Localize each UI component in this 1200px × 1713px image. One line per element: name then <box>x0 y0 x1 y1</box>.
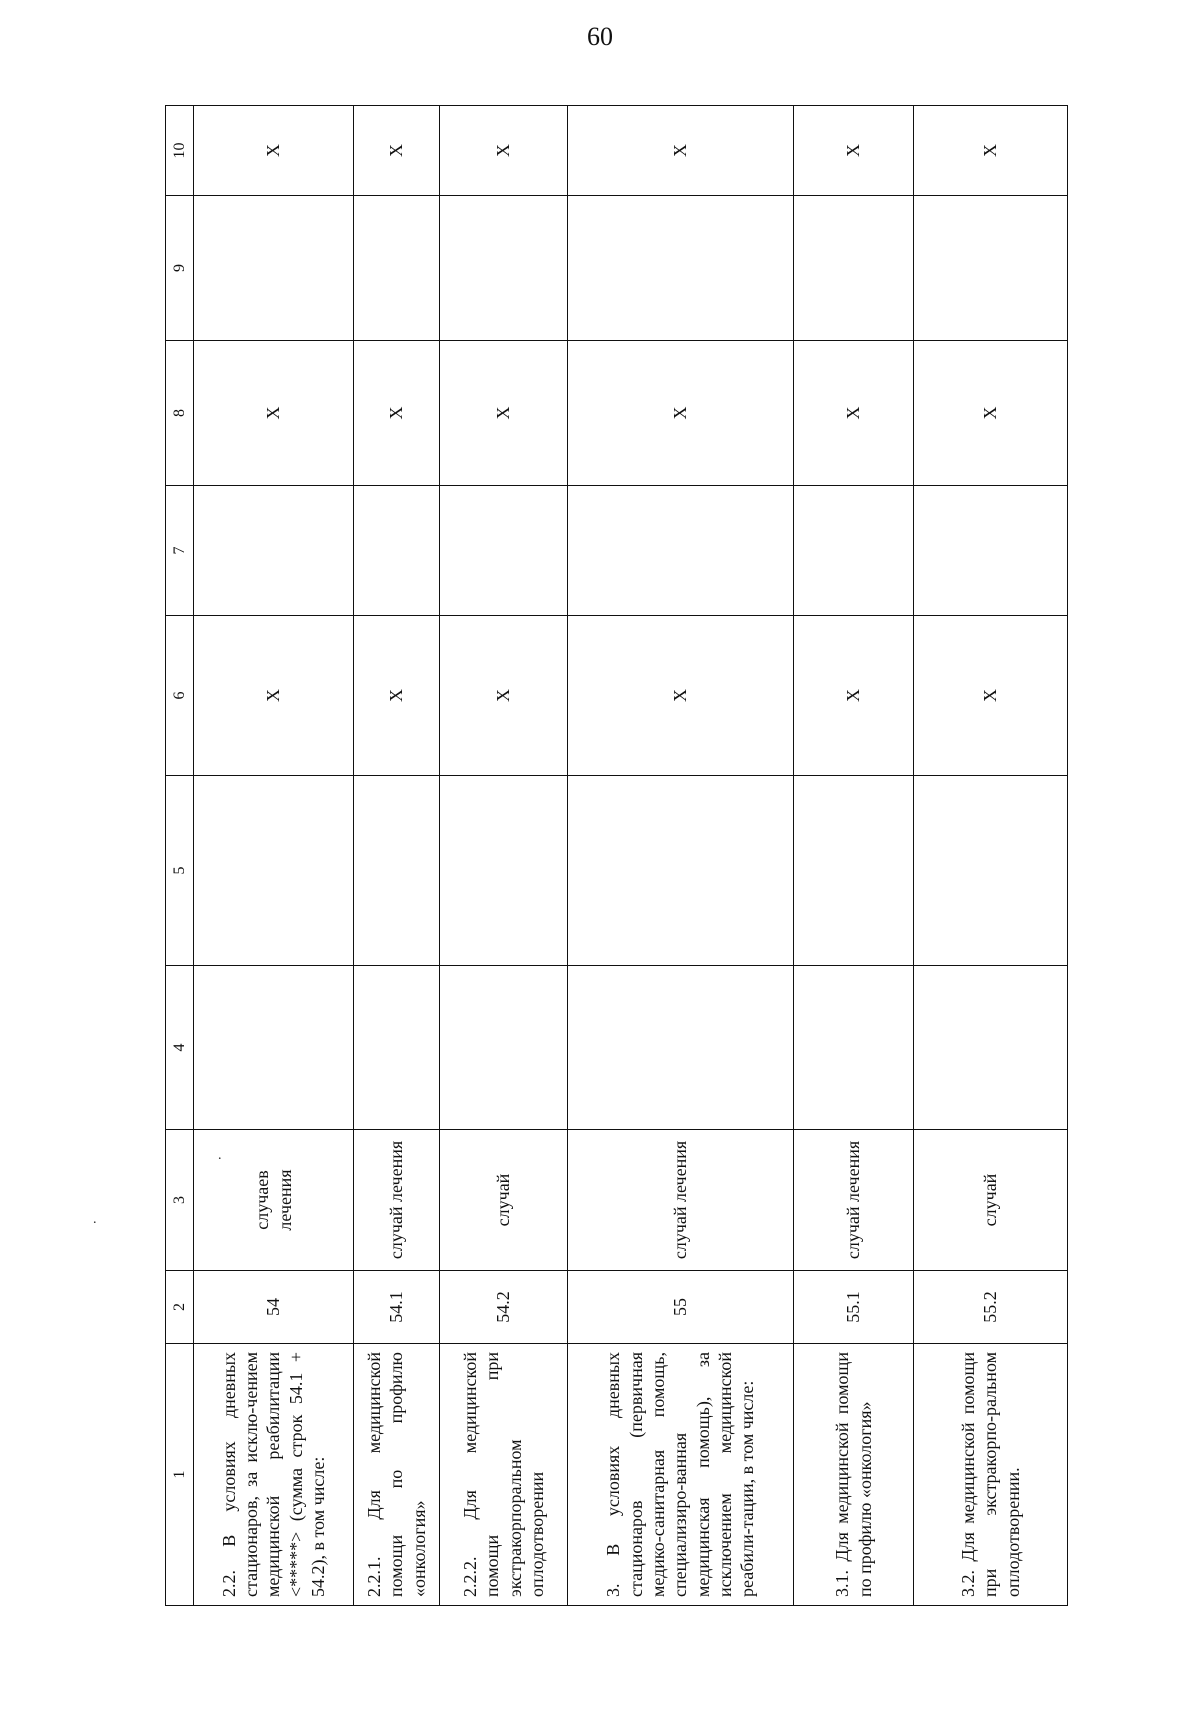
cell-col-10: X <box>194 106 354 196</box>
row-unit: случай лечения <box>794 1130 914 1271</box>
column-number: 5 <box>166 776 194 966</box>
cell-col-4 <box>794 966 914 1130</box>
cell-col-8: X <box>914 341 1068 486</box>
table-row <box>914 106 1068 1606</box>
cell-col-6: X <box>354 616 440 776</box>
cell-col-4 <box>354 966 440 1130</box>
cell-col-9 <box>794 196 914 341</box>
cell-col-8: X <box>568 341 794 486</box>
cell-col-8: X <box>194 341 354 486</box>
column-number: 3 <box>166 1130 194 1271</box>
column-number: 7 <box>166 486 194 616</box>
cell-col-9 <box>354 196 440 341</box>
table-row <box>354 106 440 1606</box>
column-number: 10 <box>166 106 194 196</box>
stray-dot-mark: . <box>93 1212 97 1227</box>
cell-col-8: X <box>354 341 440 486</box>
cell-col-9 <box>440 196 568 341</box>
row-code: 55.2 <box>914 1271 1068 1344</box>
rotated-table-container <box>165 106 1067 1606</box>
row-code: 55.1 <box>794 1271 914 1344</box>
cell-col-10: X <box>440 106 568 196</box>
cell-col-5 <box>194 776 354 966</box>
column-number: 1 <box>166 1344 194 1606</box>
row-unit: случаев лечения <box>194 1130 354 1271</box>
cell-col-10: X <box>354 106 440 196</box>
cell-col-7 <box>794 486 914 616</box>
cell-col-6: X <box>794 616 914 776</box>
row-code: 54 <box>194 1271 354 1344</box>
cell-col-9 <box>914 196 1068 341</box>
cell-col-9 <box>568 196 794 341</box>
cell-col-7 <box>354 486 440 616</box>
stray-dot-mark: . <box>218 1148 222 1163</box>
column-number: 6 <box>166 616 194 776</box>
cell-col-5 <box>914 776 1068 966</box>
table-row <box>440 106 568 1606</box>
cell-col-6: X <box>914 616 1068 776</box>
row-description: 2.2. В условиях дневных стационаров, за исклю-чением медицинской реабилитации <*****> (сумма строк 54.1 + 54.2), в том числе: <box>194 1344 354 1606</box>
table-row <box>194 106 354 1606</box>
row-unit: случай <box>914 1130 1068 1271</box>
row-unit: случай <box>440 1130 568 1271</box>
cell-col-8: X <box>440 341 568 486</box>
cell-col-5 <box>354 776 440 966</box>
cell-col-7 <box>194 486 354 616</box>
row-code: 54.1 <box>354 1271 440 1344</box>
cell-col-9 <box>194 196 354 341</box>
row-description: 2.2.1. Для медицинской помощи по профилю «онкология» <box>354 1344 440 1606</box>
row-description: 2.2.2. Для медицинской помощи при экстракорпоральном оплодотворении <box>440 1344 568 1606</box>
column-number: 4 <box>166 966 194 1130</box>
row-code: 55 <box>568 1271 794 1344</box>
page-number: 60 <box>587 22 613 51</box>
column-number-row <box>166 106 194 1606</box>
cell-col-10: X <box>914 106 1068 196</box>
row-description: 3.2. Для медицинской помощи при экстракорпо-ральном оплодотворении. <box>914 1344 1068 1606</box>
cell-col-4 <box>440 966 568 1130</box>
cell-col-10: X <box>794 106 914 196</box>
cell-col-5 <box>794 776 914 966</box>
cell-col-8: X <box>794 341 914 486</box>
column-number: 8 <box>166 341 194 486</box>
cell-col-6: X <box>568 616 794 776</box>
cell-col-4 <box>914 966 1068 1130</box>
cell-col-6: X <box>440 616 568 776</box>
cell-col-6: X <box>194 616 354 776</box>
cell-col-7 <box>914 486 1068 616</box>
column-number: 9 <box>166 196 194 341</box>
data-table <box>165 105 1068 1606</box>
row-unit: случай лечения <box>354 1130 440 1271</box>
table-row <box>568 106 794 1606</box>
cell-col-4 <box>568 966 794 1130</box>
row-description: 3. В условиях дневных стационаров (первичная медико-санитарная помощь, специализиро-ванная медицинская помощь), за исключением медицинской реабили-тации, в том числе: <box>568 1344 794 1606</box>
cell-col-5 <box>568 776 794 966</box>
row-description: 3.1. Для медицинской помощи по профилю «онкология» <box>794 1344 914 1606</box>
row-code: 54.2 <box>440 1271 568 1344</box>
row-unit: случай лечения <box>568 1130 794 1271</box>
column-number: 2 <box>166 1271 194 1344</box>
cell-col-5 <box>440 776 568 966</box>
cell-col-7 <box>440 486 568 616</box>
cell-col-10: X <box>568 106 794 196</box>
cell-col-4 <box>194 966 354 1130</box>
cell-col-7 <box>568 486 794 616</box>
table-row <box>794 106 914 1606</box>
